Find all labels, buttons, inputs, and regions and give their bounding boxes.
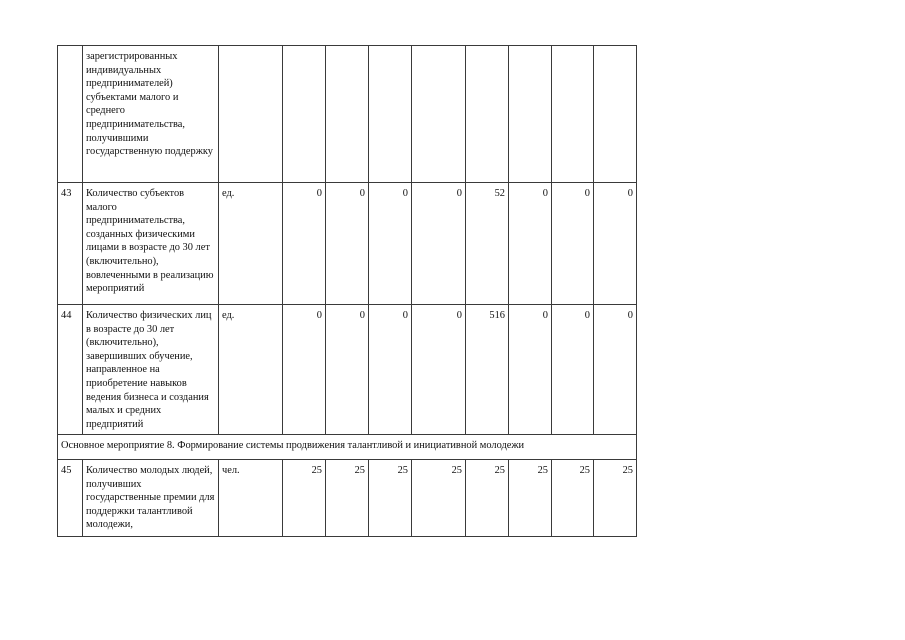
table-row bbox=[58, 305, 637, 435]
unit-cell bbox=[219, 46, 283, 183]
value-cell: 0 bbox=[326, 305, 369, 435]
value-cell: 25 bbox=[412, 460, 466, 537]
value-cell: 25 bbox=[552, 460, 594, 537]
value-cell: 0 bbox=[369, 305, 412, 435]
value-cell: 0 bbox=[412, 183, 466, 305]
unit-cell: ед. bbox=[219, 305, 283, 435]
value-cell: 516 bbox=[466, 305, 509, 435]
value-cell bbox=[369, 46, 412, 183]
table-row bbox=[58, 460, 637, 537]
unit-cell: чел. bbox=[219, 460, 283, 537]
value-cell: 0 bbox=[412, 305, 466, 435]
indicator-name: зарегистрированных индивидуальных предпринимателей) субъектами малого и среднего предпринимательства, получившими государственную поддержку bbox=[83, 46, 219, 183]
value-cell bbox=[412, 46, 466, 183]
value-cell bbox=[326, 46, 369, 183]
table-row bbox=[58, 183, 637, 305]
row-number: 43 bbox=[58, 183, 83, 305]
value-cell: 25 bbox=[326, 460, 369, 537]
unit-cell: ед. bbox=[219, 183, 283, 305]
indicator-name: Количество субъектов малого предпринимательства, созданных физическими лицами в возрасте до 30 лет (включительно), вовлеченными в реализацию мероприятий bbox=[83, 183, 219, 305]
row-number bbox=[58, 46, 83, 183]
value-cell: 0 bbox=[552, 183, 594, 305]
value-cell bbox=[466, 46, 509, 183]
value-cell: 0 bbox=[594, 305, 637, 435]
value-cell: 0 bbox=[594, 183, 637, 305]
value-cell: 25 bbox=[369, 460, 412, 537]
value-cell: 0 bbox=[509, 305, 552, 435]
indicator-name: Количество молодых людей, получивших государственные премии для поддержки талантливой молодежи, bbox=[83, 460, 219, 537]
value-cell: 25 bbox=[509, 460, 552, 537]
value-cell: 0 bbox=[552, 305, 594, 435]
value-cell: 25 bbox=[594, 460, 637, 537]
section-row bbox=[58, 435, 637, 460]
value-cell: 0 bbox=[283, 305, 326, 435]
value-cell bbox=[552, 46, 594, 183]
value-cell: 0 bbox=[283, 183, 326, 305]
table-row bbox=[58, 46, 637, 183]
value-cell: 52 bbox=[466, 183, 509, 305]
value-cell: 0 bbox=[369, 183, 412, 305]
section-heading: Основное мероприятие 8. Формирование системы продвижения талантливой и инициативной молодежи bbox=[58, 435, 637, 460]
value-cell: 0 bbox=[326, 183, 369, 305]
value-cell: 0 bbox=[509, 183, 552, 305]
value-cell bbox=[594, 46, 637, 183]
indicator-name: Количество физических лиц в возрасте до 30 лет (включительно), завершивших обучение, направленное на приобретение навыков ведения бизнеса и создания малых и средних предприятий bbox=[83, 305, 219, 435]
value-cell bbox=[283, 46, 326, 183]
row-number: 45 bbox=[58, 460, 83, 537]
row-number: 44 bbox=[58, 305, 83, 435]
value-cell: 25 bbox=[466, 460, 509, 537]
value-cell bbox=[509, 46, 552, 183]
indicators-table bbox=[57, 45, 637, 537]
value-cell: 25 bbox=[283, 460, 326, 537]
